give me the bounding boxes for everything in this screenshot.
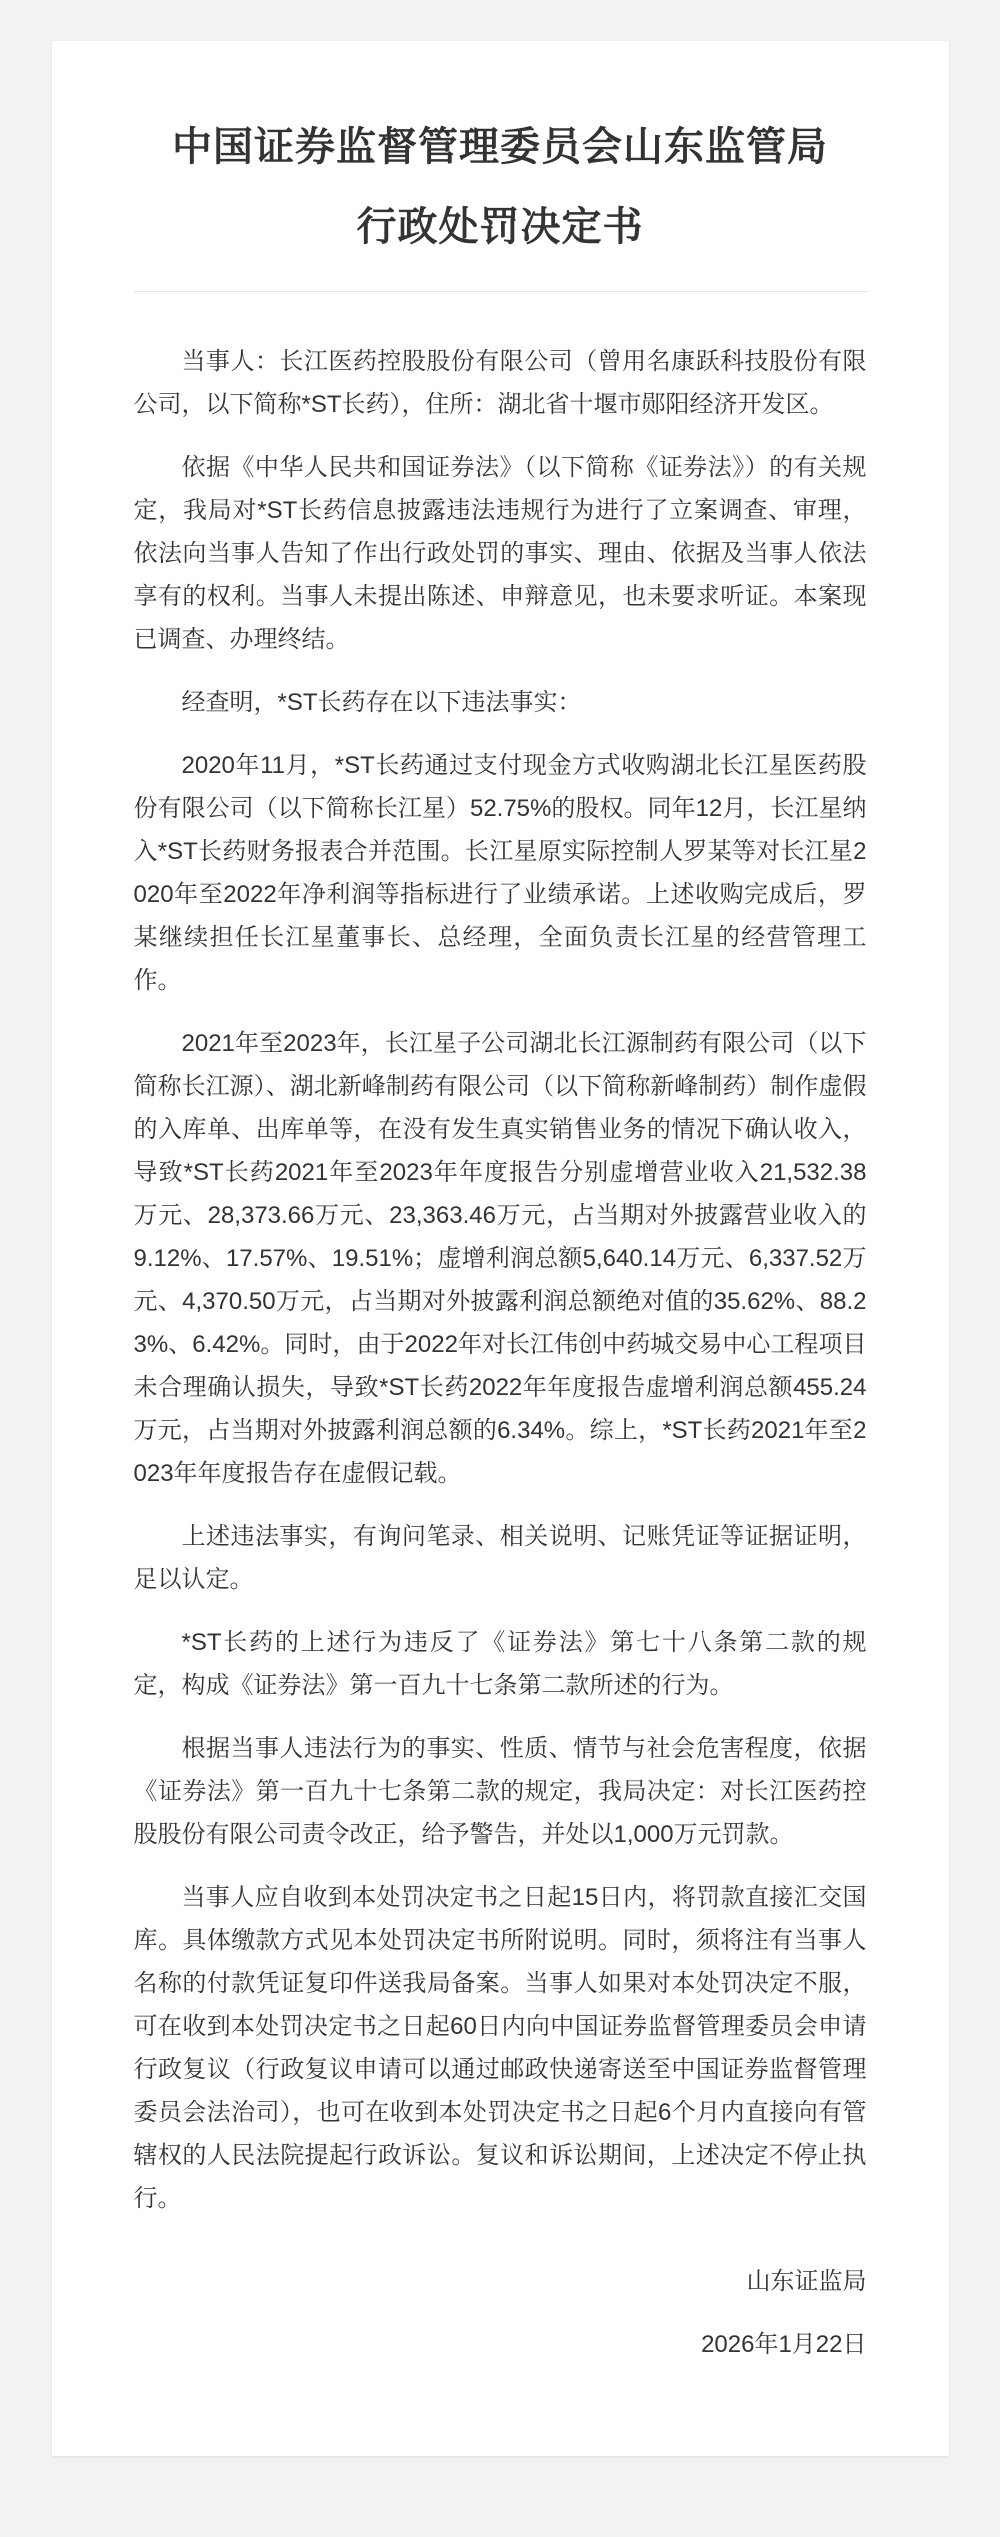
body-paragraph-decision: 根据当事人违法行为的事实、性质、情节与社会危害程度，依据《证券法》第一百九十七条第二款的规定，我局决定：对长江医药控股股份有限公司责令改正，给予警告，并处以1,000万元罚款。 — [133, 1735, 867, 1848]
body-paragraph-acquisition: 2020年11月，*ST长药通过支付现金方式收购湖北长江星医药股份有限公司（以下简称长江星）52.75%的股权。同年12月，长江星纳入*ST长药财务报表合并范围。长江星原实际控制人罗某等对长江星2020年至2022年净利润等指标进行了业绩承诺。上述收购完成后，罗某继续担任长江星董事长、总经理，全面负责长江星的经营管理工作。 — [133, 752, 867, 994]
body-paragraph-findings-intro: 经查明，*ST长药存在以下违法事实： — [181, 689, 582, 716]
body-paragraph-law-violated: *ST长药的上述行为违反了《证券法》第七十八条第二款的规定，构成《证券法》第一百九十七条第二款所述的行为。 — [133, 1629, 867, 1699]
body-paragraph-payment-appeal: 当事人应自收到本处罚决定书之日起15日内，将罚款直接汇交国库。具体缴款方式见本处罚决定书所附说明。同时，须将注有当事人名称的付款凭证复印件送我局备案。当事人如果对本处罚决定不服，可在收到本处罚决定书之日起60日内向中国证券监督管理委员会申请行政复议（行政复议申请可以通过邮政快递寄送至中国证券监督管理委员会法治司），也可在收到本处罚决定书之日起6个月内直接向有管辖权的人民法院提起行政诉讼。复议和诉讼期间，上述决定不停止执行。 — [133, 1884, 867, 2212]
body-paragraph-basis: 依据《中华人民共和国证券法》（以下简称《证券法》）的有关规定，我局对*ST长药信息披露违法违规行为进行了立案调查、审理，依法向当事人告知了作出行政处罚的事实、理由、依据及当事人依法享有的权利。当事人未提出陈述、申辩意见，也未要求听证。本案现已调查、办理终结。 — [133, 454, 867, 653]
document-card — [52, 41, 949, 2456]
title-line-2: 行政处罚决定书 — [356, 205, 644, 249]
body-paragraph-evidence: 上述违法事实，有询问笔录、相关说明、记账凭证等证据证明，足以认定。 — [133, 1523, 867, 1593]
title-divider — [134, 291, 867, 292]
body-paragraph-parties: 当事人：长江医药控股股份有限公司（曾用名康跃科技股份有限公司，以下简称*ST长药），住所：湖北省十堰市郧阳经济开发区。 — [133, 348, 867, 418]
signature: 山东证监局 — [746, 2268, 867, 2295]
page-background — [0, 41, 1000, 2537]
document-body — [134, 340, 867, 2366]
date: 2026年1月22日 — [701, 2331, 867, 2358]
body-paragraph-violations: 2021年至2023年，长江星子公司湖北长江源制药有限公司（以下简称长江源）、湖北新峰制药有限公司（以下简称新峰制药）制作虚假的入库单、出库单等，在没有发生真实销售业务的情况下确认收入，导致*ST长药2021年至2023年年度报告分别虚增营业收入21,532.38万元、28,373.66万元、23,363.46万元，占当期对外披露营业收入的9.12%、17.57%、19.51%；虚增利润总额5,640.14万元、6,337.52万元、4,370.50万元，占当期对外披露利润总额绝对值的35.62%、88.23%、6.42%。同时，由于2022年对长江伟创中药城交易中心工程项目未合理确认损失，导致*ST长药2022年年度报告虚增利润总额455.24万元，占当期对外披露利润总额的6.34%。综上，*ST长药2021年至2023年年度报告存在虚假记载。 — [133, 1030, 867, 1487]
document-title — [134, 107, 867, 267]
title-line-1: 中国证券监督管理委员会山东监管局 — [172, 125, 828, 169]
